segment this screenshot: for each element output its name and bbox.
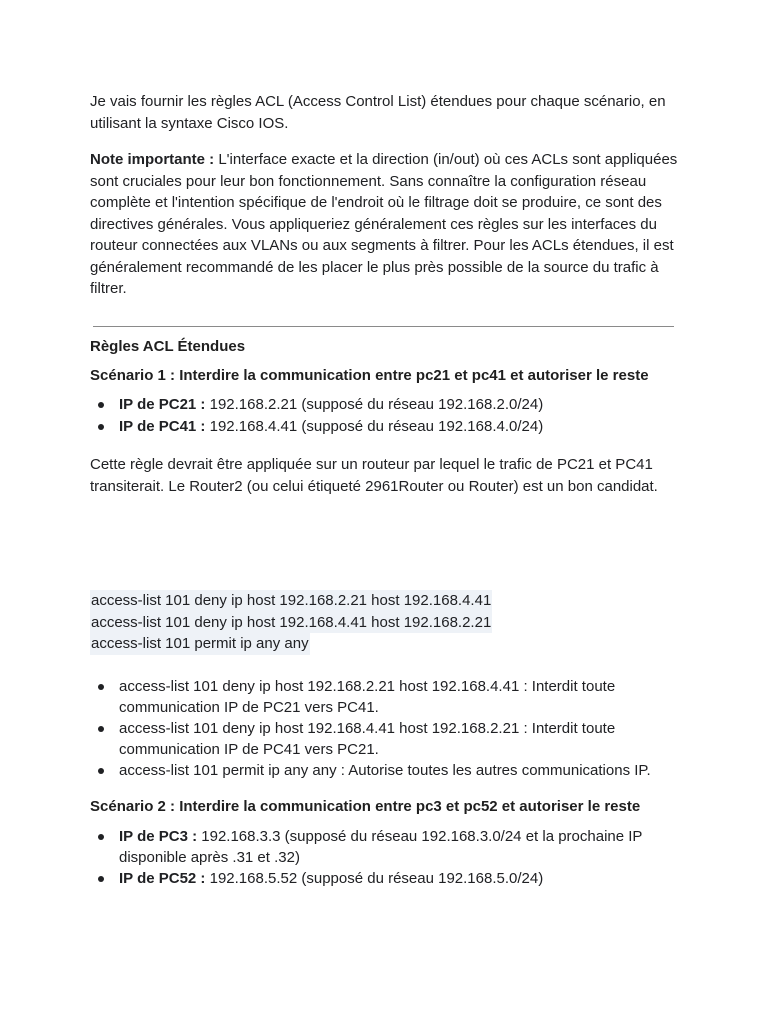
list-item — [90, 718, 680, 760]
list-item-text: 192.168.3.3 (supposé du réseau 192.168.3.0/24 et la prochaine IP disponible après .31 et .32) — [119, 828, 643, 866]
list-item-text: access-list 101 permit ip any any : Autorise toutes les autres communications IP. — [119, 762, 651, 779]
list-item-label: IP de PC52 : — [119, 870, 206, 887]
note-text: L'interface exacte et la direction (in/out) où ces ACLs sont appliquées sont cruciales pour leur bon fonctionnement. Sans connaître la configuration réseau complète et l'intention spécifique de l'endroit où le filtrage doit se produire, ce sont des directives générales. Vous appliqueriez généralement ces règles sur les interfaces du routeur connectées aux VLANs ou aux segments à filtrer. Pour les ACLs étendues, il est généralement recommandé de les placer le plus près possible de la source du trafic à filtrer. — [90, 151, 678, 297]
bullet-icon — [98, 726, 104, 732]
code-explanation-list — [90, 676, 680, 781]
list-item — [90, 676, 680, 718]
list-item-label: IP de PC41 : — [119, 418, 206, 435]
bullet-icon — [98, 768, 104, 774]
scenario-1-heading: Scénario 1 : Interdire la communication entre pc21 et pc41 et autoriser le reste — [90, 367, 649, 384]
horizontal-divider — [93, 326, 674, 327]
note-paragraph — [90, 149, 680, 300]
bullet-icon — [98, 424, 104, 430]
scenario-1-ip-list — [90, 394, 680, 438]
code-line: access-list 101 deny ip host 192.168.2.21 host 192.168.4.41 — [90, 590, 492, 612]
code-block — [90, 590, 492, 655]
scenario-1-explanation: Cette règle devrait être appliquée sur un routeur par lequel le trafic de PC21 et PC41 transiterait. Le Router2 (ou celui étiqueté 2961Router ou Router) est un bon candidat. — [90, 456, 658, 495]
list-item-label: IP de PC3 : — [119, 828, 198, 845]
bullet-icon — [98, 876, 104, 882]
list-item-label: IP de PC21 : — [119, 396, 206, 413]
code-line: access-list 101 permit ip any any — [90, 633, 310, 655]
list-item — [90, 416, 680, 437]
scenario-2-heading: Scénario 2 : Interdire la communication entre pc3 et pc52 et autoriser le reste — [90, 798, 641, 815]
list-item-text: 192.168.4.41 (supposé du réseau 192.168.4.0/24) — [205, 418, 544, 435]
intro-paragraph: Je vais fournir les règles ACL (Access Control List) étendues pour chaque scénario, en utilisant la syntaxe Cisco IOS. — [90, 93, 666, 132]
list-item-text: access-list 101 deny ip host 192.168.4.41 host 192.168.2.21 : Interdit toute communication IP de PC41 vers PC21. — [119, 720, 616, 758]
bullet-icon — [98, 684, 104, 690]
list-item — [90, 394, 680, 415]
list-item — [90, 868, 680, 889]
scenario-2-ip-list — [90, 826, 680, 889]
list-item-text: 192.168.2.21 (supposé du réseau 192.168.2.0/24) — [205, 396, 544, 413]
list-item — [90, 760, 680, 781]
list-item-text: 192.168.5.52 (supposé du réseau 192.168.5.0/24) — [205, 870, 544, 887]
bullet-icon — [98, 834, 104, 840]
code-line: access-list 101 deny ip host 192.168.4.41 host 192.168.2.21 — [90, 612, 492, 634]
section-heading: Règles ACL Étendues — [90, 338, 246, 355]
list-item-text: access-list 101 deny ip host 192.168.2.21 host 192.168.4.41 : Interdit toute communication IP de PC21 vers PC41. — [119, 678, 616, 716]
bullet-icon — [98, 402, 104, 408]
list-item — [90, 826, 680, 868]
note-label: Note importante : — [90, 151, 215, 168]
